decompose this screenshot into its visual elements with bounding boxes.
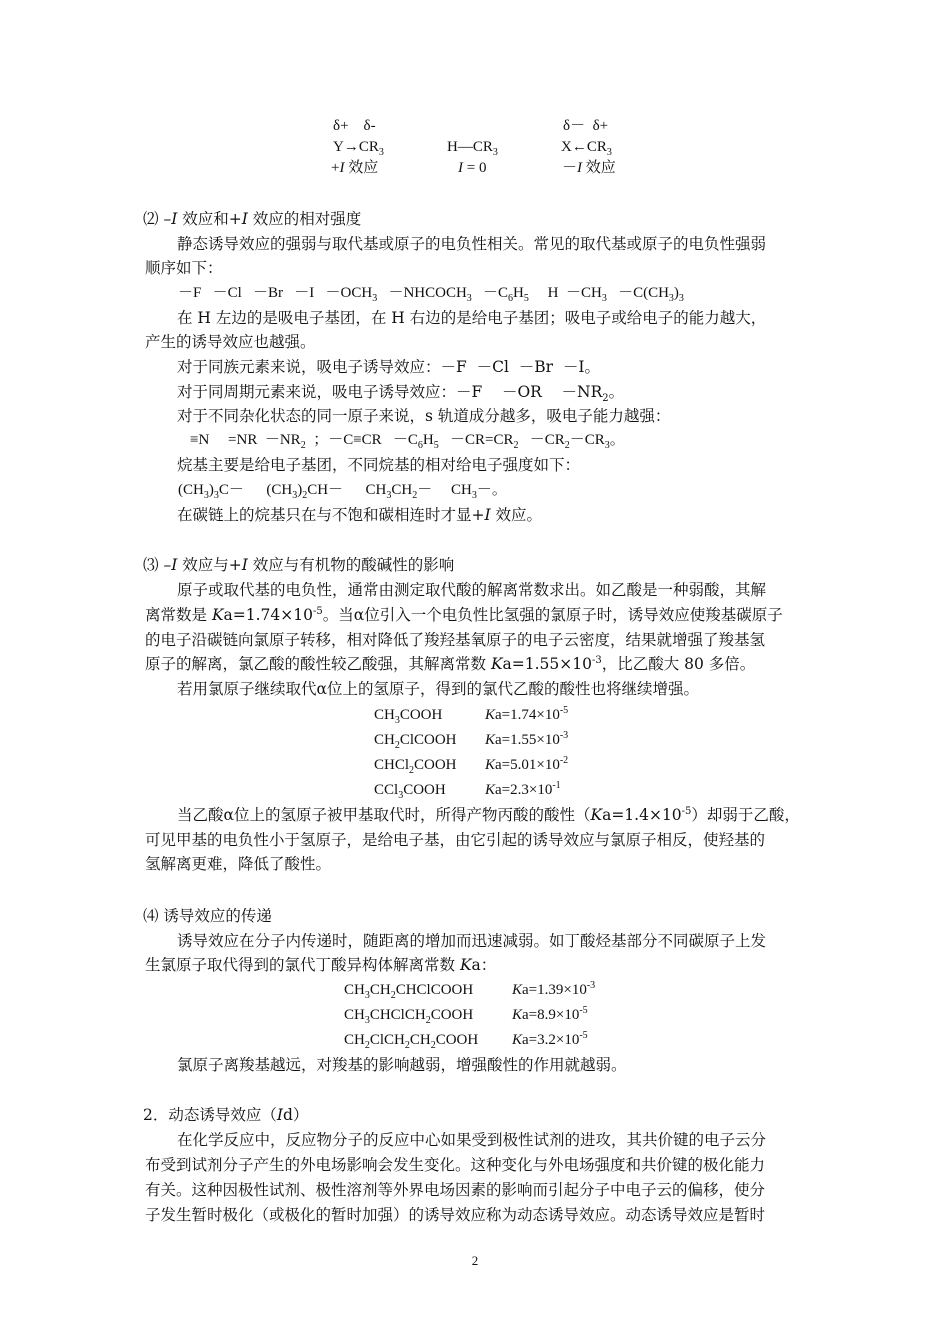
paragraph-line: 产生的诱导效应也越强。 xyxy=(145,333,316,351)
paragraph-line: 顺序如下： xyxy=(145,259,223,277)
delta-plus-minus: δ+ δ- xyxy=(333,118,376,134)
acid-ka: $Ka=8.9\times 10^{-5}$ xyxy=(512,1005,588,1023)
paragraph-line: 生氯原子取代得到的氯代丁酸异构体解离常数 Ka： xyxy=(145,956,497,974)
formula-h-cr3: $H—CR_3$ xyxy=(447,139,498,158)
paragraph-line: 氯原子离羧基越远，对羧基的影响越弱，增强酸性的作用就越弱。 xyxy=(177,1056,627,1074)
paragraph-line: 对于同族元素来说，吸电子诱导效应：－F －Cl －Br －I。 xyxy=(177,358,601,376)
alkyl-series: $(CH_3)_3C-$ $(CH_3)_2CH-$ $CH_3CH_2-$ $CH_3-$。 xyxy=(178,482,507,501)
paragraph-line: 在碳链上的烷基只在与不饱和碳相连时才显+I 效应。 xyxy=(177,506,543,524)
acid-ka: $Ka=5.01\times 10^{-2}$ xyxy=(485,755,569,773)
acid-ka: $Ka=1.74\times 10^{-5}$ xyxy=(485,705,569,723)
acid-ka: $Ka=3.2\times 10^{-5}$ xyxy=(512,1030,588,1048)
paragraph-line: 静态诱导效应的强弱与取代基或原子的电负性相关。常见的取代基或原子的电负性强弱 xyxy=(177,235,767,253)
paragraph-line: 原子或取代基的电负性，通常由测定取代酸的解离常数求出。如乙酸是一种弱酸，其解 xyxy=(177,581,767,599)
acid-formula: $CH_3CHClCH_2COOH$ xyxy=(344,1007,474,1026)
section-heading: ⑷ 诱导效应的传递 xyxy=(143,907,272,925)
acid-ka: $Ka=1.39\times 10^{-3}$ xyxy=(512,980,596,998)
acid-ka: $Ka=2.3\times 10^{-1}$ xyxy=(485,780,561,798)
page-number: 2 xyxy=(471,1253,479,1268)
label-i-zero: I = 0 xyxy=(458,160,487,176)
paragraph-line: 诱导效应在分子内传递时，随距离的增加而迅速减弱。如丁酸烃基部分不同碳原子上发 xyxy=(177,932,767,950)
paragraph-line: 当乙酸α位上的氢原子被甲基取代时，所得产物丙酸的酸性$(Ka=1.4\times 10^{-5})$却弱于乙酸， xyxy=(177,805,800,824)
hybridization-series: ≡N $=NR -NR_2$ ；$-C\equiv CR -C_6H_5 -CR=CR_2 -CR_2-CR_3$。 xyxy=(190,432,625,451)
section-heading: ⑵ –I 效应和+I 效应的相对强度 xyxy=(143,210,362,228)
acid-formula: CCl$_3$COOH xyxy=(374,782,446,801)
paragraph-line: 在化学反应中，反应物分子的反应中心如果受到极性试剂的进攻，其共价键的电子云分 xyxy=(177,1131,767,1149)
label-plus-i: +I 效应 xyxy=(331,160,379,176)
paragraph-line: 可见甲基的电负性小于氢原子，是给电子基，由它引起的诱导效应与氯原子相反，使羟基的 xyxy=(145,831,766,849)
section-heading: ⑶ –I 效应与+I 效应与有机物的酸碱性的影响 xyxy=(143,556,455,574)
paragraph-line: 烷基主要是给电子基团，不同烷基的相对给电子强度如下： xyxy=(177,456,581,474)
label-minus-i: －I 效应 xyxy=(562,160,616,176)
acid-formula: $CH_3CH_2CHClCOOH$ xyxy=(344,982,474,1001)
delta-minus-plus: δ－ δ+ xyxy=(563,118,609,134)
paragraph-line: 氢解离更难，降低了酸性。 xyxy=(145,855,332,873)
electronegativity-series: $-F -Cl -Br -I -OCH_3$ $-NHCOCH_3 -C_6H_5$ $H -CH_3 -C(CH_3)_3$ xyxy=(178,285,684,304)
section-heading: 2．动态诱导效应（Id） xyxy=(143,1106,309,1124)
acid-formula: $CH_3COOH$ xyxy=(374,707,443,726)
paragraph-line: 子发生暂时极化（或极化的暂时加强）的诱导效应称为动态诱导效应。动态诱导效应是暂时 xyxy=(145,1206,766,1224)
paragraph-line: 在 H 左边的是吸电子基团，在 H 右边的是给电子基团；吸电子或给电子的能力越大， xyxy=(177,309,767,327)
paragraph-line: 若用氯原子继续取代α位上的氢原子，得到的氯代乙酸的酸性也将继续增强。 xyxy=(177,680,699,698)
paragraph-line: 对于同周期元素来说，吸电子诱导效应：－F －OR $-NR_2$。 xyxy=(177,383,625,404)
acid-formula: $CH_2ClCH_2CH_2COOH$ xyxy=(344,1032,479,1051)
acid-formula: $CH_2ClCOOH$ xyxy=(374,732,457,751)
paragraph-line: 原子的解离，氯乙酸的酸性较乙酸强，其解离常数 $Ka=1.55\times 10^{-3}$，比乙酸大 80 多倍。 xyxy=(145,654,756,673)
paragraph-line: 的电子沿碳链向氯原子转移，相对降低了羧羟基氧原子的电子云密度，结果就增强了羧基氢 xyxy=(145,631,766,649)
paragraph-line: 离常数是 $Ka=1.74\times 10^{-5}$。当α位引入一个电负性比氢强的氯原子时，诱导效应使羧基碳原子 xyxy=(145,605,783,624)
paragraph-line: 对于不同杂化状态的同一原子来说，s 轨道成分越多，吸电子能力越强： xyxy=(177,407,671,425)
acid-ka: $Ka=1.55\times 10^{-3}$ xyxy=(485,730,569,748)
formula-x-cr3: $X\leftarrow CR_3$ xyxy=(561,139,612,158)
acid-formula: CHCl$_2$COOH xyxy=(374,757,457,776)
paragraph-line: 有关。这种因极性试剂、极性溶剂等外界电场因素的影响而引起分子中电子云的偏移，使分 xyxy=(145,1181,766,1199)
formula-y-cr3: $Y\to CR_3$ xyxy=(333,139,384,158)
paragraph-line: 布受到试剂分子产生的外电场影响会发生变化。这种变化与外电场强度和共价键的极化能力 xyxy=(145,1156,766,1174)
